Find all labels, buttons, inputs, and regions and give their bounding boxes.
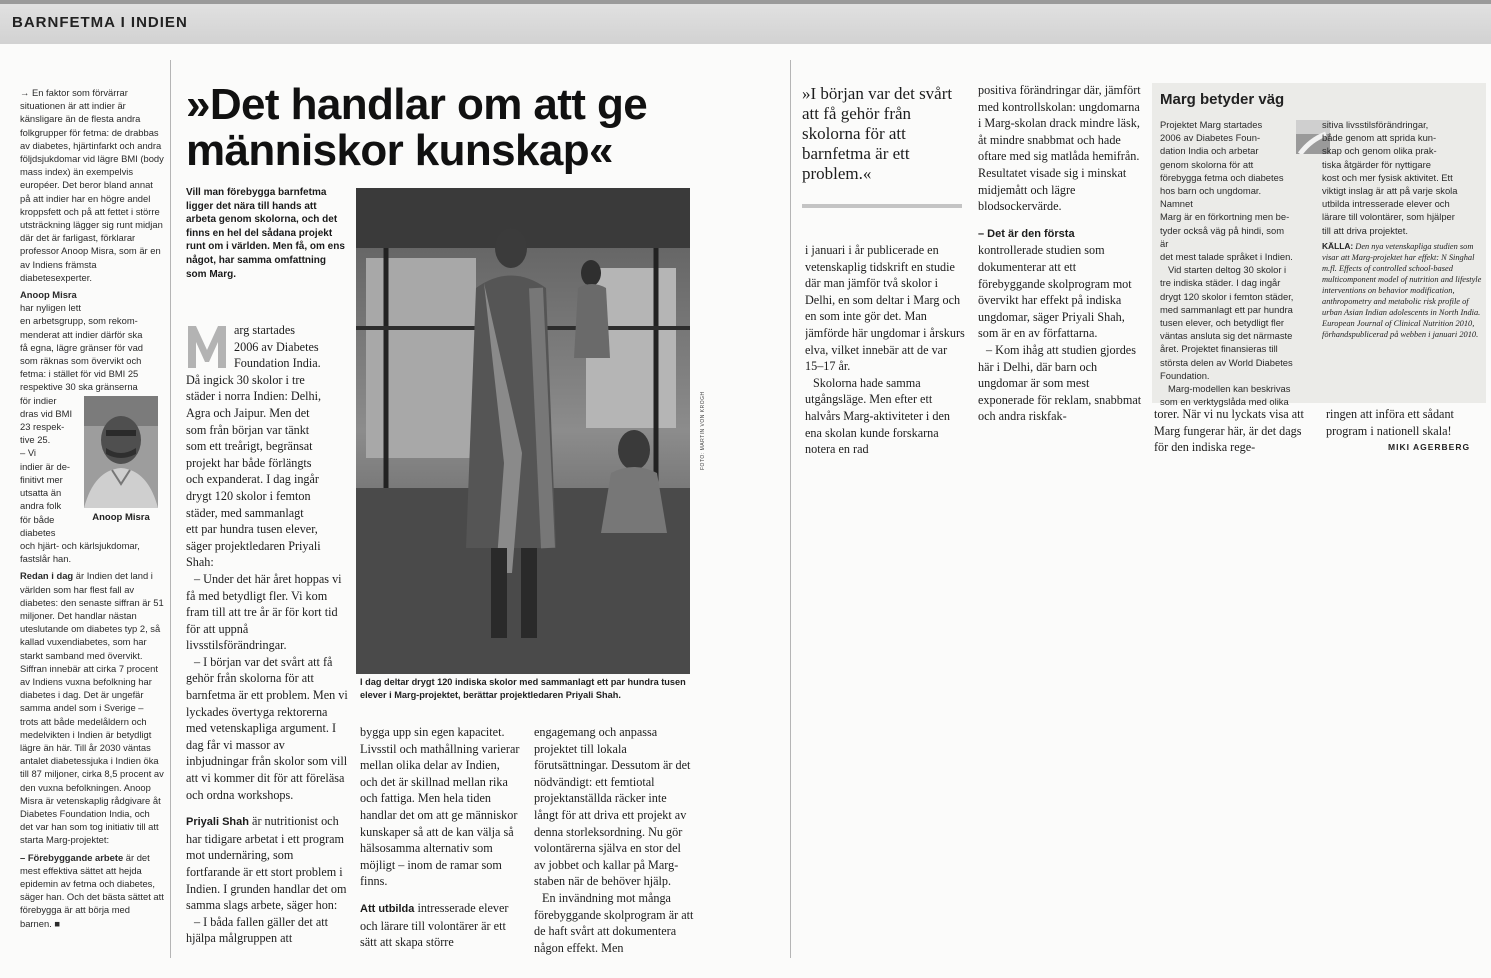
left-p2-line: fastslår han. [20,553,72,565]
left-p2-line: få egna, lägre gränser för vad [20,341,143,353]
body-column-5 [805,242,965,462]
drop-cap [186,324,228,368]
byline: MIKI AGERBERG [1388,442,1471,452]
body-p3: – I början var det svårt att få gehör från skolorna för att barnfetma är ett problem. Men vi lyckades övertyga rektorerna med vetenskapliga argument. I dag får vi massor av inbjudningar från skolor som vill att vi kommer dit för att föreläsa och ordna workshops. [186,654,348,802]
factbox-line: dation India och arbetar [1160,145,1259,157]
portrait-label: Anoop Misra [92,512,150,523]
col3-p2 [360,900,520,951]
factbox-p3: Marg-modellen kan beskrivas som en verktygslåda med olika [1160,383,1291,408]
factbox-line: genom skolorna för att [1160,158,1254,170]
factbox-right-line: lärare till volontärer, som hjälper [1322,211,1455,223]
left-p2-line: indier är de- [20,460,71,472]
left-p2-line: utsatta än [20,487,62,499]
left-p2-line: finitivt mer [20,473,63,485]
col6-p2-lead: – Det är den första [978,227,1075,240]
left-p4 [20,851,164,930]
body-p1-line: städer, med sammanlagt [186,505,304,520]
left-p3-lead: Redan i dag [20,570,74,582]
left-p2-line: en arbetsgrupp, som rekom- [20,315,138,327]
body-p1-line: ett par hundra tusen elever, [186,522,318,537]
body-p1-line: och expanderat. I dag ingår [186,472,319,487]
factbox-title: Marg betyder väg [1160,91,1285,108]
body-column-4 [534,724,694,972]
factbox-right-line: sitiva livsstilsförändringar, [1322,119,1429,130]
section-label: BARNFETMA I INDIEN [12,14,188,31]
left-p2-line: – Vi [20,447,36,459]
left-p1: → En faktor som förvärrar situationen är att indier är känsligare än de flesta andra folkgrupper för fetma: de drabbas av diabetes, hjärtinfarkt och andra följdsjukdomar vid lägre BMI (body mass index) än exempelvis européer. Det beror bland annat på att indier har en högre andel kroppsfett och på att fettet i större utsträckning lägger sig runt midjan där det är farligast, förklarar professor Anoop Misra, som är en av Indiens främsta diabetesexperter. [20,87,164,283]
col3-p2-lead: Att utbilda [360,902,415,915]
col7-text: torer. När vi nu lyckats visa att Marg fungerar här, är det dags för den indiska rege- [1154,407,1304,455]
left-p4-text: är det mest effektiva sättet att hejda epidemin av fetma och diabetes, säger han. Och det bästa sättet att förebygga är att börja med barnen. ■ [20,851,164,929]
left-p2-line: för indier [20,394,57,406]
body-column-7 [1154,406,1314,462]
factbox-line: det mest talade språket i Indien. [1160,251,1293,263]
body-p4-lead: Priyali Shah [186,816,249,829]
left-p2-line: 23 respek- [20,421,65,433]
left-p2-line: tive 25. [20,434,51,446]
factbox-right-line: utbilda intresserade elever och [1322,198,1450,210]
intro: Vill man förebygga barnfetma ligger det nära till hands att arbeta genom skolorna, och det finns en hel del sådana projekt runt om i världen. Men få, om ens något, har samma omfattning som Marg. [186,187,345,280]
factbox-source-lead: KÄLLA: [1322,240,1354,251]
main-photo [356,188,690,674]
body-p5: – I båda fallen gäller det att hjälpa målgruppen att [186,914,328,946]
factbox-source-text: Den nya vetenskapliga studien som visar att Marg-projektet har effekt: N Singhal m.fl. Effects of controlled school-based multicomponent model of nutrition and lifestyle interventions on behavior modification, anthropometry and metabolic risk profile of urban Asian Indian adolescents in North India. European Journal of Clinical Nutrition 2010, förhandspublicerad på webben i januari 2010. [1322,241,1482,339]
left-p2-line: som räknas som övervikt och [20,355,142,367]
factbox-col-left [1160,118,1294,408]
factbox-line: Projektet Marg startades [1160,119,1263,130]
section-band [0,0,1491,44]
body-p4-text: är nutritionist och har tidigare arbetat i ett program mot undernäring, som fortfarande är ett stort problem i Indien. I grunden handlar det om samma slags arbete, säger hon: [186,814,347,913]
left-p2-line: diabetes [20,526,56,538]
left-p2-line: menderat att indier därför ska [20,328,143,340]
column-divider [170,60,171,958]
body-p1-line: som ett treårigt, begränsat [186,439,313,454]
col4-p2: En invändning mot många förebyggande skolprogram är att de haft svårt att dokumentera någon effekt. Men [534,890,694,955]
col6-p2 [978,225,1142,342]
col6-p3: – Kom ihåg att studien gjordes här i Delhi, där barn och ungdomar är som mest exponerade för reklam, snabbmat och andra riskfak- [978,342,1142,424]
body-column-2 [186,322,350,972]
section-top-rule [0,0,1491,4]
factbox-line: tyder också väg på hindi, som är [1160,224,1285,249]
body-p1-line: Foundation India. [234,356,321,371]
body-p1-line: drygt 120 skolor i femton [186,488,311,503]
left-p2-lead: Anoop Misra [20,289,77,301]
body-p1-line: Då ingick 30 skolor i tre [186,372,305,387]
factbox-line: Marg är en förkortning men be- [1160,211,1290,223]
left-p4-lead: – Förebyggande arbete [20,851,124,863]
factbox-line: hos barn och ungdomar. Namnet [1160,185,1262,210]
col6-p1: positiva förändringar där, jämfört med kontrollskolan: ungdomarna i Marg-skolan drack mindre läsk, åt mindre snabbmat och hade oftare med sig matlåda hemifrån. Resultatet visade sig i minskat midjemått och lägre blodsockervärde. [978,83,1141,214]
portrait-image [84,396,158,508]
body-p4 [186,813,350,914]
left-p3-text: är Indien det land i världen som har flest fall av diabetes: den senaste siffran är 51 miljoner. Det handlar nästan uteslutande om diabetes typ 2, så kallad vuxendiabetes, som har starkt samband med övervikt. Siffran innebär att cirka 7 procent av Indiens vuxna befolkning har diabetes i dag. Det är ungefär samma andel som i Sverige – trots att både medelåldern och medelvikten i Indien är betydligt lägre än här. Till år 2030 väntas antalet diabetessjuka i Indien öka till 87 miljoner, cirka 8,5 procent av den vuxna befolkningen. Anoop Misra är vetenskaplig rådgivare åt Diabetes Foundation India, och det var han som tog initiativ till att starta Marg-projektet: [20,570,164,846]
left-p2-line: respektive 30 ska gränserna [20,381,138,393]
factbox-right-line: viktigt inslag är att på varje skola [1322,185,1458,197]
body-p1-line: säger projektledaren Priyali [186,538,321,553]
body-p1-line: arg startades [234,323,296,337]
factbox-p1 [1160,118,1294,263]
body-p1-line: projekt har både förlängts [186,455,312,470]
factbox-right-line: både genom att sprida kun- [1322,132,1437,144]
body-p1-line: 2006 av Diabetes [234,339,319,354]
body-p1-line: städer i norra Indien: Delhi, [186,389,322,404]
col3-p1: bygga upp sin egen kapacitet. Livsstil och mathållning varierar mellan olika delar av Indien, och det är skillnad mellan rika och fattiga. Men hela tiden handlar det om att ge människor kunskaper så att de kan välja så hälsosamma alternativ som möjligt – inom de ramar som finns. [360,725,520,889]
left-p2-line: för både [20,513,55,525]
col5-p1: i januari i år publicerade en vetenskaplig tidskrift en studie där man jämför två skolor i Delhi, en som deltar i Marg och en som inte gör det. Man jämförde här ungdomar i årskurs elva, vilket innebär att de var 15–17 år. [805,243,965,374]
col5-p2: Skolorna hade samma utgångsläge. Men efter ett halvårs Marg-aktiviteter i den ena skolan kunde forskarna notera en rad [805,375,950,457]
headline: »Det handlar om att ge människor kunskap« [186,80,648,175]
portrait-photo [84,396,158,508]
factbox-line: 2006 av Diabetes Foun- [1160,132,1261,144]
body-column-3 [360,724,520,972]
page-gutter [790,60,791,958]
photo-caption: I dag deltar drygt 120 indiska skolor med sammanlagt ett par hundra tusen elever i Marg-projektet, berättar projektledaren Priyali Shah. [360,677,686,700]
factbox-p2: Vid starten deltog 30 skolor i tre indiska städer. I dag ingår drygt 120 skolor i femton städer, med sammanlagt ett par hundra tusen elever, och betydligt fler väntas ansluta sig det närmaste året. Projektet finansieras till största delen av World Diabetes Foundation. [1160,264,1294,381]
left-p2-line: andra folk [20,500,62,512]
factbox-right-line: skap och genom olika prak- [1322,145,1437,157]
body-p1-line: Agra och Jaipur. Men det [186,405,310,420]
col8-text: ringen att införa ett sådant program i nationell skala! [1326,407,1454,438]
left-p2-line: fetma: i stället för vid BMI 25 [20,368,139,380]
factbox-col-right [1322,118,1482,408]
left-p2-line: dras vid BMI [20,407,73,419]
body-column-6 [978,82,1142,462]
bus-photo-image [356,188,690,674]
body-p1-line: Shah: [186,555,214,570]
body-column-8 [1326,406,1486,446]
factbox-right-text [1322,118,1482,237]
pull-quote: »I början var det svårt att få gehör från skolorna för att barnfetma är ett problem.« [802,84,953,183]
col6-p2-text: kontrollerade studien som dokumenterar att ett förebyggande skolprogram mot övervikt har effekt på indiska ungdomar, säger Priyali Shah, som är en av författarna. [978,243,1132,341]
factbox-right-line: kost och mer fysisk aktivitet. Ett [1322,171,1453,183]
photo-credit: FOTO: MARTIN VON KROGH [700,391,706,470]
left-p2-line: och hjärt- och kärlsjukdomar, [20,539,140,551]
factbox-right-line: tiska åtgärder för nyttigare [1322,158,1431,170]
left-p2-line: har nyligen lett [20,302,81,314]
pull-quote-rule [802,204,962,208]
factbox-source [1322,241,1482,340]
col3-p2-text: intresserade elever och lärare till volontärer är ett sätt att skapa större [360,900,509,950]
body-p2: – Under det här året hoppas vi få med betydligt fler. Vi kom fram till att tre år är för kort tid för att uppnå livsstilsförändringar. [186,571,342,653]
col4-p1: engagemang och anpassa projektet till lokala förutsättningar. Dessutom är det nödvändigt: ett femtiotal projektanställda räcker inte långt för att driva ett projekt av denna storleksordning. Nu gör volontärerna själva en stor del av jobbet och kallar på Marg-staben när de behöver hjälp. [534,725,691,889]
factbox-right-line: till att driva projektet. [1322,224,1408,236]
factbox-line: förebygga fetma och diabetes [1160,171,1284,183]
left-p3 [20,569,164,846]
body-p1-line: som från början var tänkt [186,422,310,437]
